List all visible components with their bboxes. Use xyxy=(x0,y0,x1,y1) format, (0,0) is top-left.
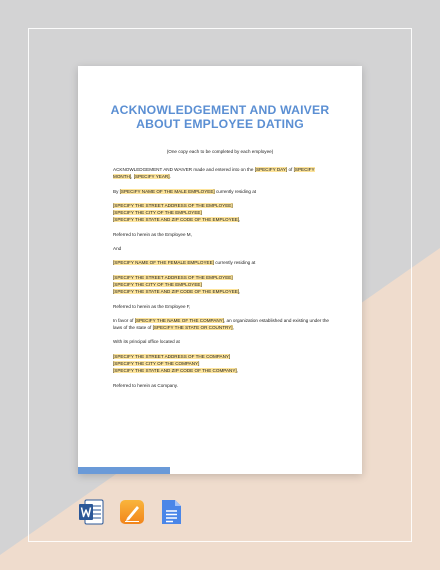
referred-company: Referred to herein as Company. xyxy=(113,382,179,388)
referred-employee-f: Referred to herein as the Employee F, xyxy=(113,303,191,309)
document-page xyxy=(78,66,362,474)
placeholder-state-country: [SPECIFY THE STATE OR COUNTRY] xyxy=(152,325,233,331)
male-employee-paragraph: By [SPECIFY NAME OF THE MALE EMPLOYEE] currently residing at xyxy=(113,188,257,194)
female-employee-paragraph: [SPECIFY NAME OF THE FEMALE EMPLOYEE] currently residing at xyxy=(113,260,256,266)
placeholder-city: [SPECIFY THE CITY OF THE EMPLOYEE] xyxy=(113,281,202,287)
placeholder-month: [SPECIFY MONTH] xyxy=(113,167,315,180)
title-line-1: ACKNOWLEDGEMENT AND WAIVER xyxy=(110,103,330,117)
footer-bar xyxy=(78,467,170,474)
placeholder-state-zip: [SPECIFY THE STATE AND ZIP CODE OF THE COMPANY] xyxy=(113,368,237,374)
placeholder-female-name: [SPECIFY NAME OF THE FEMALE EMPLOYEE] xyxy=(113,260,214,266)
male-address-block: [SPECIFY THE STREET ADDRESS OF THE EMPLOYEE] [SPECIFY THE CITY OF THE EMPLOYEE] [SPECIFY THE STATE AND ZIP CODE OF THE EMPLOYEE], xyxy=(113,202,241,223)
placeholder-street: [SPECIFY THE STREET ADDRESS OF THE EMPLOYEE] xyxy=(113,274,233,280)
document-subtitle: (One copy each to be completed by each employee) xyxy=(166,149,274,154)
placeholder-street: [SPECIFY THE STREET ADDRESS OF THE COMPANY] xyxy=(113,353,231,359)
company-address-block: [SPECIFY THE STREET ADDRESS OF THE COMPANY] [SPECIFY THE CITY OF THE COMPANY] [SPECIFY THE STATE AND ZIP CODE OF THE COMPANY], xyxy=(113,353,238,374)
placeholder-company-name: [SPECIFY THE NAME OF THE COMPANY] xyxy=(134,317,224,323)
placeholder-state-zip: [SPECIFY THE STATE AND ZIP CODE OF THE EMPLOYEE] xyxy=(113,217,240,223)
document-title xyxy=(78,103,362,131)
word-icon[interactable] xyxy=(78,498,104,526)
placeholder-male-name: [SPECIFY NAME OF THE MALE EMPLOYEE] xyxy=(119,188,215,194)
placeholder-city: [SPECIFY THE CITY OF THE COMPANY] xyxy=(113,361,200,367)
female-address-block: [SPECIFY THE STREET ADDRESS OF THE EMPLOYEE] [SPECIFY THE CITY OF THE EMPLOYEE] [SPECIFY THE STATE AND ZIP CODE OF THE EMPLOYEE], xyxy=(113,274,241,295)
title-line-2: ABOUT EMPLOYEE DATING xyxy=(136,117,304,131)
referred-employee-m: Referred to herein as the Employee M, xyxy=(113,231,192,237)
placeholder-street: [SPECIFY THE STREET ADDRESS OF THE EMPLOYEE] xyxy=(113,202,233,208)
google-docs-icon[interactable] xyxy=(158,498,184,526)
placeholder-state-zip: [SPECIFY THE STATE AND ZIP CODE OF THE EMPLOYEE] xyxy=(113,289,240,295)
company-paragraph: In favor of [SPECIFY THE NAME OF THE COMPANY], an organization established and existing under the laws of the state of [SPECIFY THE STATE OR COUNTRY], xyxy=(113,317,329,331)
placeholder-year: [SPECIFY YEAR] xyxy=(133,174,170,180)
principal-office-text: With its principal office located at xyxy=(113,339,180,345)
intro-paragraph: ACKNOWLEDGEMENT AND WAIVER made and entered into on the [SPECIFY DAY] of [SPECIFY MONTH], [SPECIFY YEAR]. xyxy=(113,167,315,180)
pages-icon[interactable] xyxy=(119,498,145,526)
placeholder-city: [SPECIFY THE CITY OF THE EMPLOYEE] xyxy=(113,210,202,216)
document-body xyxy=(113,166,335,389)
and-text: And xyxy=(113,246,122,252)
placeholder-day: [SPECIFY DAY] xyxy=(254,167,288,172)
